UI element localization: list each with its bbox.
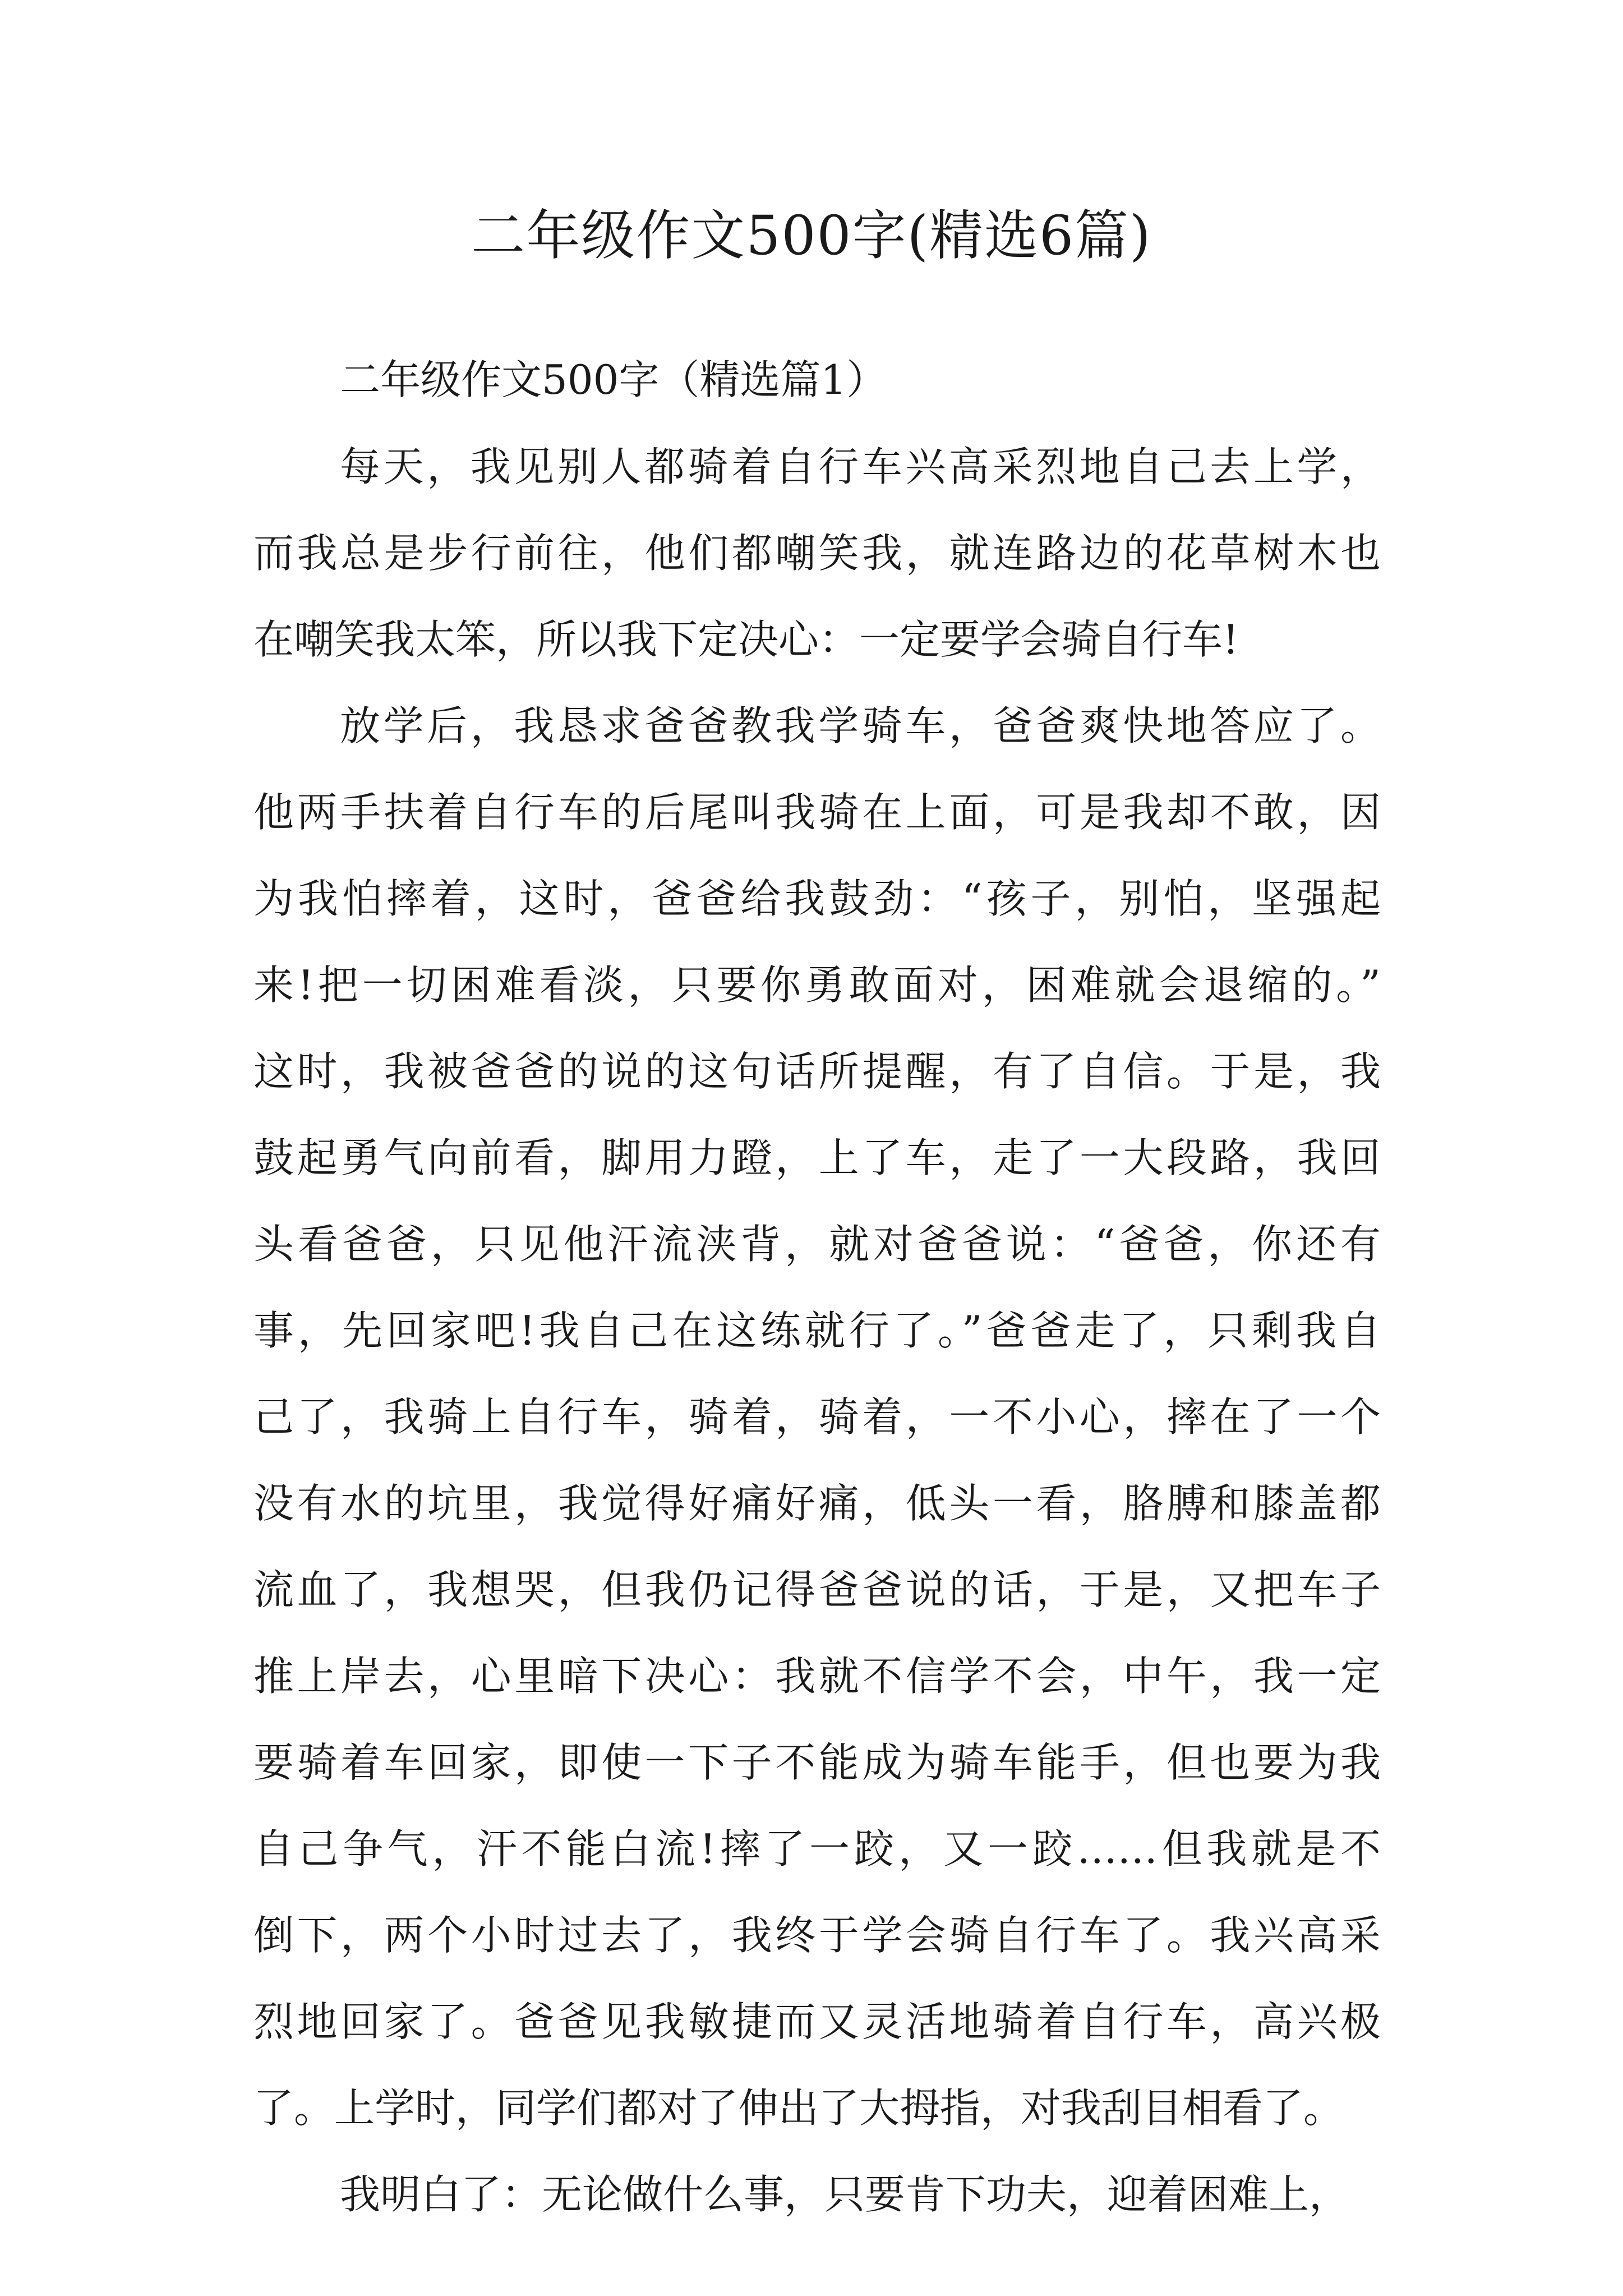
paragraph (253, 424, 1381, 683)
document-title: 二年级作文500字(精选6篇) (471, 204, 1152, 267)
text-line: 鼓起勇气向前看，脚用力蹬，上了车，走了一大段路，我回 (253, 1134, 1381, 1181)
text-line: 为我怕摔着，这时，爸爸给我鼓劲：“孩子，别怕，坚强起 (253, 875, 1381, 922)
text-line: 我明白了：无论做什么事，只要肯下功夫，迎着困难上， (340, 2171, 1350, 2218)
text-line: 己了，我骑上自行车，骑着，骑着，一不小心，摔在了一个 (253, 1393, 1381, 1441)
text-line: 每天，我见别人都骑着自行车兴高采烈地自己去上学， (340, 443, 1381, 490)
text-line: 流血了，我想哭，但我仍记得爸爸说的话，于是，又把车子 (253, 1566, 1381, 1613)
text-line: 烈地回家了。爸爸见我敏捷而又灵活地骑着自行车，高兴极 (253, 1998, 1381, 2045)
document-body (253, 337, 1381, 2238)
text-line: 来!把一切困难看淡，只要你勇敢面对，困难就会退缩的。” (253, 961, 1381, 1009)
text-line: 自己争气，汗不能白流!摔了一跤，又一跤……但我就是不 (253, 1825, 1381, 1872)
paragraph (253, 2151, 1381, 2238)
text-line: 倒下，两个小时过去了，我终于学会骑自行车了。我兴高采 (253, 1912, 1381, 1959)
text-line: 要骑着车回家，即使一下子不能成为骑车能手，但也要为我 (253, 1739, 1381, 1786)
text-line: 而我总是步行前往，他们都嘲笑我，就连路边的花草树木也 (253, 530, 1381, 577)
text-line: 他两手扶着自行车的后尾叫我骑在上面，可是我却不敢，因 (253, 789, 1381, 836)
text-line: 了。上学时，同学们都对了伸出了大拇指，对我刮目相看了。 (253, 2085, 1344, 2132)
text-line: 没有水的坑里，我觉得好痛好痛，低头一看，胳膊和膝盖都 (253, 1480, 1381, 1527)
section-heading: 二年级作文500字（精选篇1） (340, 356, 887, 403)
text-line: 这时，我被爸爸的说的这句话所提醒，有了自信。于是，我 (253, 1048, 1381, 1095)
text-line: 事，先回家吧!我自己在这练就行了。”爸爸走了，只剩我自 (253, 1307, 1381, 1354)
text-line: 在嘲笑我太笨，所以我下定决心：一定要学会骑自行车! (253, 616, 1239, 663)
text-line: 放学后，我恳求爸爸教我学骑车，爸爸爽快地答应了。 (340, 702, 1381, 749)
paragraph (253, 683, 1381, 2151)
text-line: 头看爸爸，只见他汗流浃背，就对爸爸说：“爸爸，你还有 (253, 1221, 1381, 1268)
text-line: 推上岸去，心里暗下决心：我就不信学不会，中午，我一定 (253, 1653, 1381, 1700)
